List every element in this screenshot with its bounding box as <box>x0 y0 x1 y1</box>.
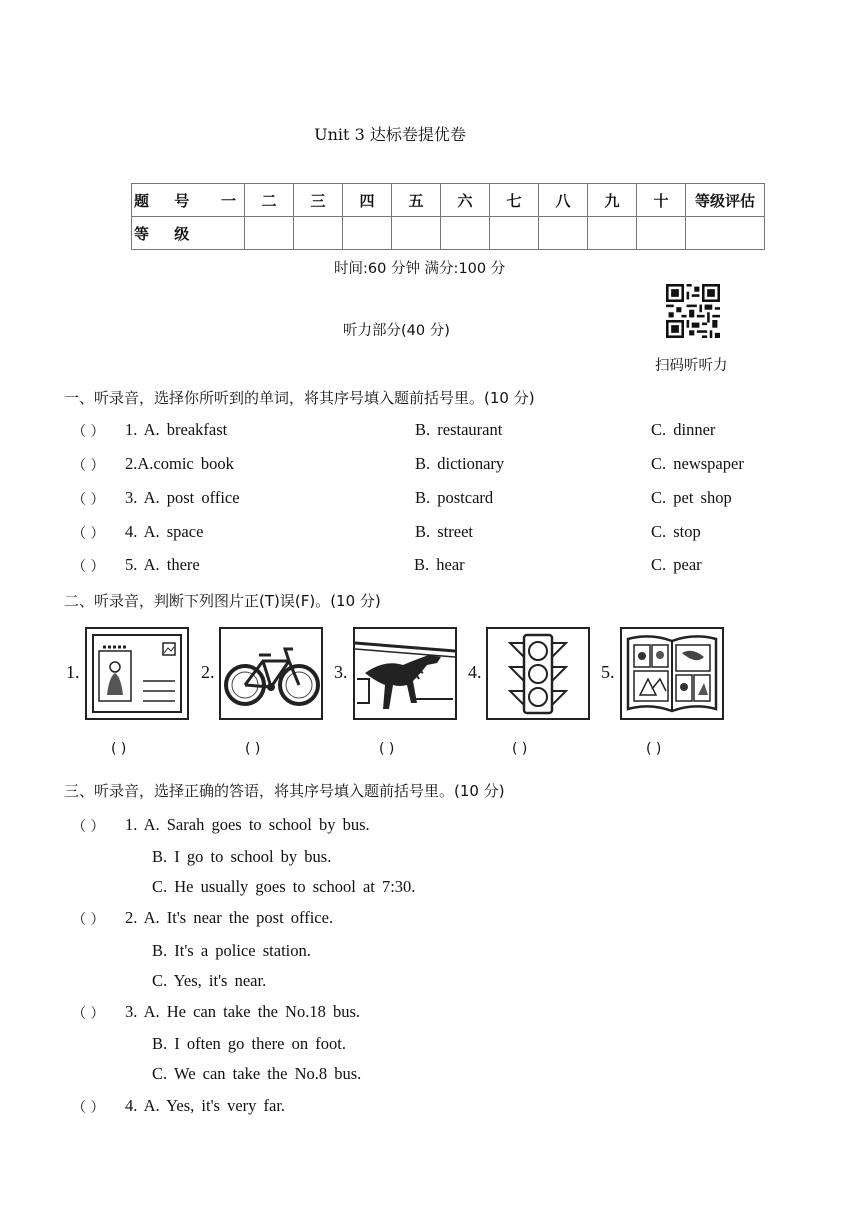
traffic-light-icon <box>486 627 590 720</box>
section3-heading: 三、听录音，选择正确的答语，将其序号填入题前括号里。(10 分) <box>64 782 505 800</box>
option-b: B. postcard <box>415 488 494 507</box>
comic-book-icon <box>620 627 724 720</box>
score-table <box>131 183 765 250</box>
row-label-grade: 等 级 <box>132 217 245 250</box>
option-b: B. dictionary <box>415 454 505 473</box>
answer-bracket[interactable]: （ ） <box>72 912 105 928</box>
column-label-9: 九 <box>588 184 637 217</box>
column-label-5: 五 <box>392 184 441 217</box>
column-label-6: 六 <box>441 184 490 217</box>
answer-bracket[interactable]: ( ) <box>111 741 127 757</box>
option-b: B. It's a police station. <box>152 941 311 960</box>
column-label-1: 一 <box>220 191 236 210</box>
answer-bracket[interactable]: （ ） <box>72 492 105 508</box>
listening-part-heading: 听力部分(40 分) <box>343 323 450 339</box>
option-a: 1. A. Sarah goes to school by bus. <box>125 815 370 834</box>
answer-bracket[interactable]: （ ） <box>72 458 105 474</box>
section1-heading: 一、听录音，选择你所听到的单词，将其序号填入题前括号里。(10 分) <box>64 389 535 407</box>
column-label-7: 七 <box>490 184 539 217</box>
option-c: C. pet shop <box>651 488 732 507</box>
grade-cell[interactable] <box>245 217 294 250</box>
column-label-3: 三 <box>294 184 343 217</box>
column-label-8: 八 <box>539 184 588 217</box>
qr-caption: 扫码听听力 <box>655 358 728 374</box>
answer-bracket[interactable]: ( ) <box>646 741 662 757</box>
score-table-header-cell <box>132 184 245 217</box>
answer-bracket[interactable]: ( ) <box>512 741 528 757</box>
row-label-question-number: 题 号 <box>134 191 200 210</box>
option-c: C. Yes, it's near. <box>152 971 267 990</box>
picture-number: 2. <box>201 662 215 682</box>
answer-bracket[interactable]: （ ） <box>72 1100 105 1116</box>
question-option-a: 4. A. space <box>125 522 204 541</box>
picture-number: 4. <box>468 662 482 682</box>
column-label-4: 四 <box>343 184 392 217</box>
question-option-a: 5. A. there <box>125 555 200 574</box>
answer-bracket[interactable]: ( ) <box>379 741 395 757</box>
option-b: B. restaurant <box>415 420 503 439</box>
answer-bracket[interactable]: ( ) <box>245 741 261 757</box>
qr-code-icon[interactable] <box>664 284 722 338</box>
dinosaur-icon <box>353 627 457 720</box>
option-a: 4. A. Yes, it's very far. <box>125 1096 286 1115</box>
grade-cell[interactable] <box>441 217 490 250</box>
option-c: C. pear <box>651 555 702 574</box>
answer-bracket[interactable]: （ ） <box>72 559 105 575</box>
grade-cell[interactable] <box>637 217 686 250</box>
postcard-icon <box>85 627 189 720</box>
option-b: B. hear <box>414 555 465 574</box>
column-label-grade-assessment: 等级评估 <box>686 184 765 217</box>
option-c: C. stop <box>651 522 701 541</box>
picture-number: 1. <box>66 662 80 682</box>
grade-cell[interactable] <box>686 217 765 250</box>
picture-number: 5. <box>601 662 615 682</box>
grade-cell[interactable] <box>588 217 637 250</box>
question-option-a: 3. A. post office <box>125 488 240 507</box>
option-b: B. street <box>415 522 473 541</box>
option-c: C. newspaper <box>651 454 744 473</box>
option-a: 3. A. He can take the No.18 bus. <box>125 1002 360 1021</box>
answer-bracket[interactable]: （ ） <box>72 1006 105 1022</box>
option-a: 2. A. It's near the post office. <box>125 908 334 927</box>
grade-cell[interactable] <box>343 217 392 250</box>
grade-cell[interactable] <box>294 217 343 250</box>
bicycle-icon <box>219 627 323 720</box>
grade-cell[interactable] <box>490 217 539 250</box>
option-b: B. I go to school by bus. <box>152 847 332 866</box>
question-option-a: 1. A. breakfast <box>125 420 228 439</box>
question-option-a: 2.A.comic book <box>125 454 234 473</box>
score-table-row-header <box>132 184 765 217</box>
option-c: C. dinner <box>651 420 716 439</box>
grade-cell[interactable] <box>539 217 588 250</box>
section2-heading: 二、听录音，判断下列图片正(T)误(F)。(10 分) <box>64 592 381 610</box>
answer-bracket[interactable]: （ ） <box>72 526 105 542</box>
page-title: Unit 3 达标卷提优卷 <box>314 125 466 144</box>
answer-bracket[interactable]: （ ） <box>72 819 105 835</box>
answer-bracket[interactable]: （ ） <box>72 424 105 440</box>
grade-cell[interactable] <box>392 217 441 250</box>
column-label-10: 十 <box>637 184 686 217</box>
option-b: B. I often go there on foot. <box>152 1034 346 1053</box>
score-table-row-grade <box>132 217 765 250</box>
option-c: C. We can take the No.8 bus. <box>152 1064 362 1083</box>
picture-number: 3. <box>334 662 348 682</box>
time-and-score-line: 时间:60 分钟 满分:100 分 <box>334 261 506 277</box>
column-label-2: 二 <box>245 184 294 217</box>
option-c: C. He usually goes to school at 7:30. <box>152 877 416 896</box>
